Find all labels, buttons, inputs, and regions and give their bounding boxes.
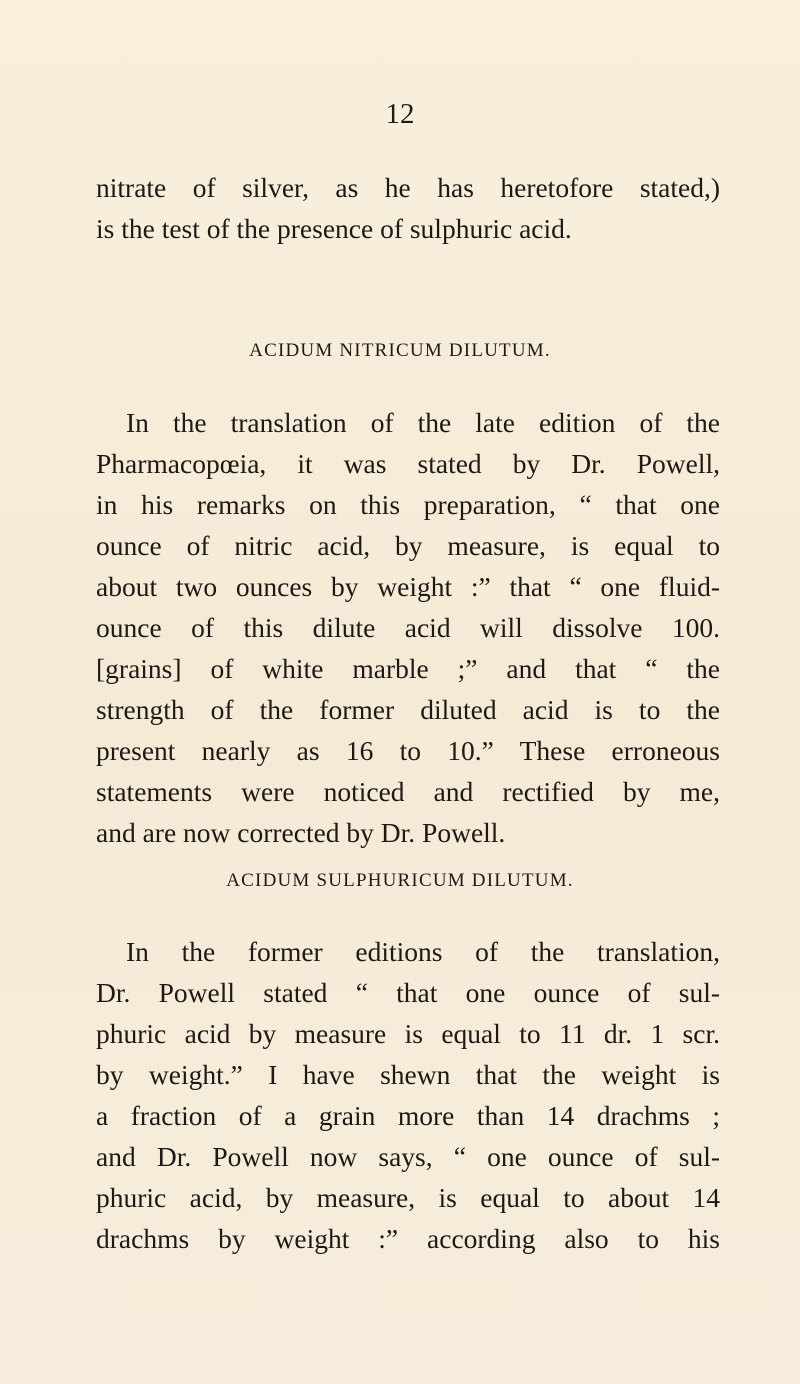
text-line: In the former editions of the translation,	[126, 936, 720, 967]
text-line: by weight.” I have shewn that the weight is	[96, 1059, 720, 1090]
text-line: In the translation of the late edition of the	[126, 407, 720, 438]
text-line: phuric acid, by measure, is equal to about 14	[96, 1182, 720, 1213]
text-line: and are now corrected by Dr. Powell.	[96, 817, 506, 848]
text-line: ounce of this dilute acid will dissolve 100.	[96, 612, 720, 643]
text-line: Pharmacopœia, it was stated by Dr. Powell,	[96, 448, 720, 479]
page-number: 12	[385, 98, 415, 130]
text-line: [grains] of white marble ;” and that “ the	[96, 653, 720, 684]
section-heading-sulphuric: ACIDUM SULPHURICUM DILUTUM.	[226, 870, 574, 891]
text-line: drachms by weight :” according also to his	[96, 1223, 720, 1254]
text-line: statements were noticed and rectified by me,	[96, 776, 720, 807]
section-body-nitric	[96, 402, 720, 853]
section-body-sulphuric	[96, 931, 720, 1259]
text-line: is the test of the presence of sulphuric acid.	[96, 213, 572, 244]
text-line: a fraction of a grain more than 14 drachms ;	[96, 1100, 720, 1131]
paragraph-continuation	[96, 167, 720, 249]
text-line: nitrate of silver, as he has heretofore stated,)	[96, 172, 720, 203]
text-line: Dr. Powell stated “ that one ounce of sul-	[96, 977, 720, 1008]
text-line: present nearly as 16 to 10.” These erroneous	[96, 735, 720, 766]
text-line: in his remarks on this preparation, “ that one	[96, 489, 720, 520]
text-line: ounce of nitric acid, by measure, is equal to	[96, 530, 720, 561]
text-line: about two ounces by weight :” that “ one fluid-	[96, 571, 720, 602]
text-line: phuric acid by measure is equal to 11 dr. 1 scr.	[96, 1018, 720, 1049]
section-heading-nitric: ACIDUM NITRICUM DILUTUM.	[249, 340, 551, 361]
text-line: and Dr. Powell now says, “ one ounce of sul-	[96, 1141, 720, 1172]
text-line: strength of the former diluted acid is to the	[96, 694, 720, 725]
